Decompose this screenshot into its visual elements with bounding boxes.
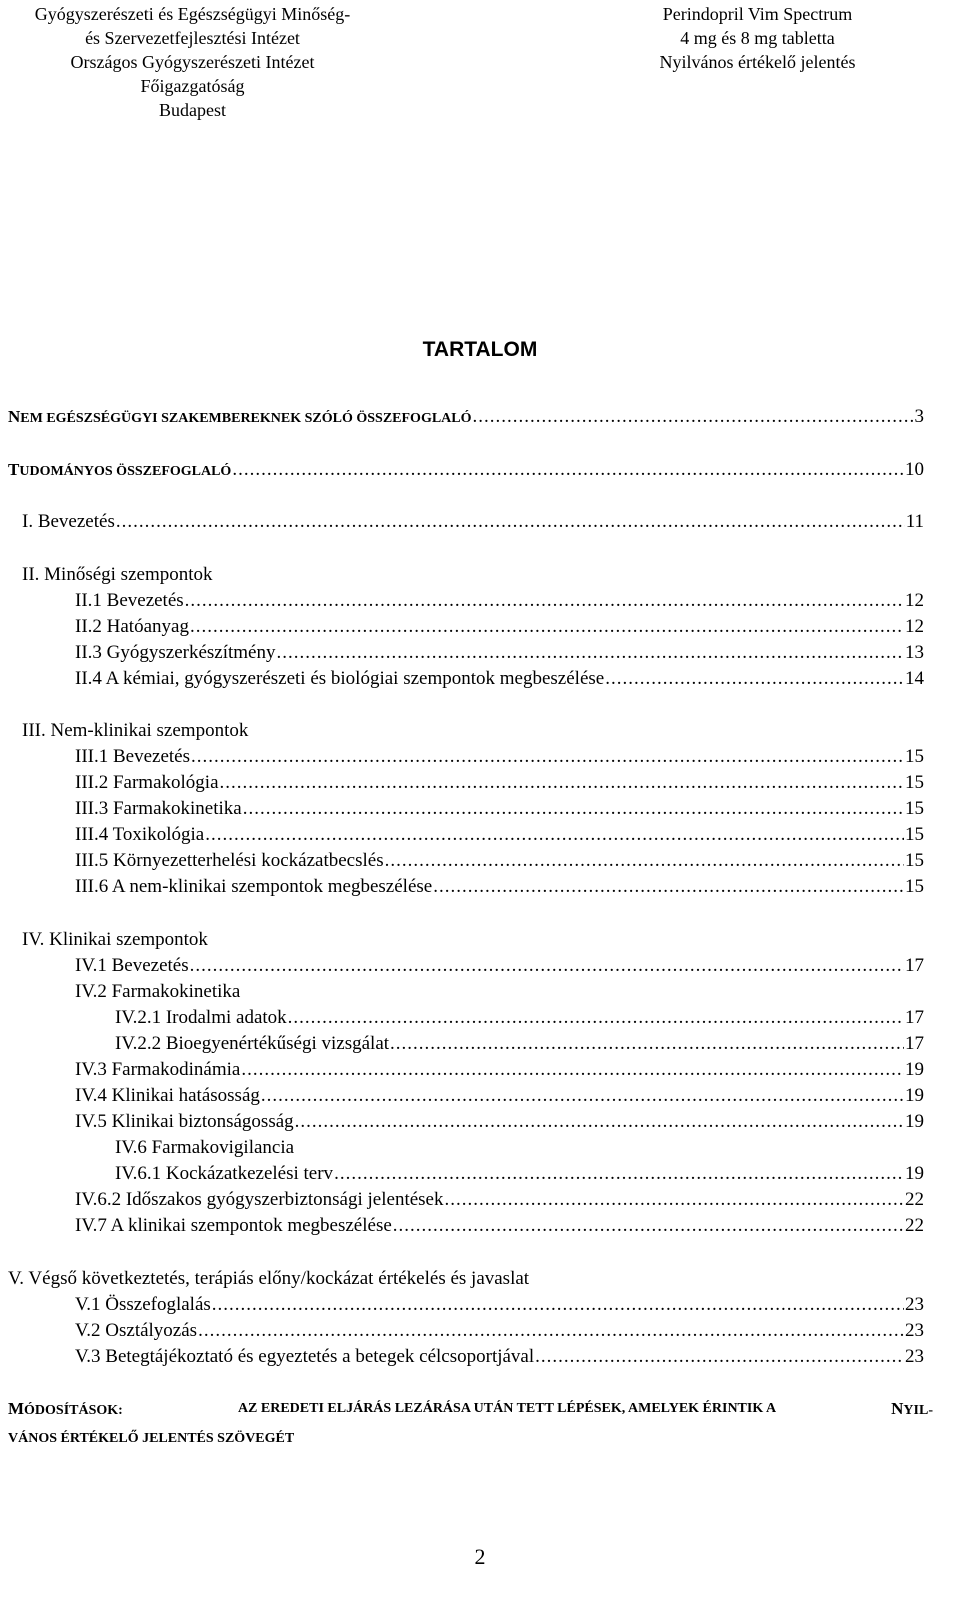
leader-dots [288, 1007, 904, 1029]
toc-entry[interactable] [75, 1085, 924, 1111]
toc-entry[interactable] [75, 1059, 924, 1085]
toc-entry-label: IV.1 Bevezetés [75, 955, 189, 976]
modifications-line-1 [8, 1395, 933, 1424]
toc-entry-page: 23 [905, 1320, 924, 1341]
toc-entry-label: III.3 Farmakokinetika [75, 798, 242, 819]
toc-entry-page: 17 [905, 955, 924, 976]
toc-entry[interactable] [75, 955, 924, 981]
toc-section-heading[interactable] [8, 1268, 924, 1294]
toc-entry-label: UDOMÁNYOS ÖSSZEFOGLALÓ [19, 464, 232, 479]
toc-entry-page: 14 [905, 668, 924, 689]
toc-entry[interactable] [115, 1163, 924, 1189]
toc-entry-page: 15 [905, 850, 924, 871]
modifications-label: ÓDOSÍTÁSOK: [24, 1403, 123, 1418]
toc-entry-label: EM EGÉSZSÉGÜGYI SZAKEMBEREKNEK SZÓLÓ ÖSSZEFOGLALÓ [20, 411, 472, 426]
toc-entry-page: 19 [905, 1085, 924, 1106]
toc-entry-label: IV.3 Farmakodinámia [75, 1059, 241, 1080]
toc-entry-page: 23 [905, 1346, 924, 1367]
toc-entry-page: 12 [905, 616, 924, 637]
leader-dots [190, 955, 904, 977]
toc-entry-page: 13 [905, 642, 924, 663]
toc-section-heading[interactable] [22, 929, 924, 955]
toc-entry[interactable] [75, 616, 924, 642]
toc-entry[interactable] [75, 876, 924, 902]
leader-dots [212, 1294, 904, 1316]
toc-entry[interactable] [8, 406, 924, 432]
leader-dots [473, 406, 914, 428]
leader-dots [205, 824, 904, 846]
leader-dots [393, 1215, 904, 1237]
toc-entry-label: IV.5 Klinikai biztonságosság [75, 1111, 294, 1132]
toc-entry-initial: T [8, 460, 20, 479]
modifications-text: VÁNOS ÉRTÉKELŐ JELENTÉS SZÖVEGÉT [8, 1431, 295, 1446]
leader-dots [334, 1163, 904, 1185]
leader-dots [385, 850, 904, 872]
toc-entry-page: 15 [905, 824, 924, 845]
leader-dots [232, 459, 904, 481]
toc-entry[interactable] [75, 1346, 924, 1372]
toc-entry-label: V.1 Összefoglalás [75, 1294, 211, 1315]
toc-entry[interactable] [75, 668, 924, 694]
header-left-line: Gyógyszerészeti és Egészségügyi Minőség- [34, 4, 351, 24]
toc-entry-label: II.1 Bevezetés [75, 590, 184, 611]
toc-entry[interactable] [75, 798, 924, 824]
leader-dots [535, 1346, 904, 1368]
toc-entry-label: IV.2.2 Bioegyenértékűségi vizsgálat [115, 1033, 390, 1054]
leader-dots [295, 1111, 904, 1133]
toc-entry-label: V. Végső következtetés, terápiás előny/kockázat értékelés és javaslat [8, 1268, 530, 1289]
header-left-line: és Szervezetfejlesztési Intézet [85, 28, 300, 48]
toc-entry-label: II.4 A kémiai, gyógyszerészeti és biológiai szempontok megbeszélése [75, 668, 605, 689]
toc-entry-label: II.2 Hatóanyag [75, 616, 189, 637]
toc-entry-page: 22 [905, 1189, 924, 1210]
toc-entry-label: III.5 Környezetterhelési kockázatbecslés [75, 850, 384, 871]
leader-dots [433, 876, 904, 898]
modifications-text: AZ EREDETI ELJÁRÁS LEZÁRÁSA UTÁN TETT LÉPÉSEK, AMELYEK ÉRINTIK A [237, 1401, 777, 1416]
leader-dots [277, 642, 905, 664]
toc-title: TARTALOM [422, 338, 538, 361]
modifications-initial: N [891, 1399, 904, 1418]
toc-entry-page: 15 [905, 798, 924, 819]
page-number: 2 [474, 1544, 486, 1569]
toc-entry-label: IV.4 Klinikai hatásosság [75, 1085, 260, 1106]
header-left [0, 2, 385, 122]
toc-entry[interactable] [75, 850, 924, 876]
toc-entry-page: 19 [905, 1111, 924, 1132]
toc-entry-label: IV.2 Farmakokinetika [75, 981, 241, 1002]
header-left-line: Országos Gyógyszerészeti Intézet [70, 52, 315, 72]
toc-section-heading[interactable] [75, 981, 924, 1007]
toc-entry[interactable] [75, 1111, 924, 1137]
toc-entry-page: 10 [905, 459, 924, 480]
toc-entry-label: III.1 Bevezetés [75, 746, 190, 767]
toc-entry[interactable] [75, 590, 924, 616]
toc-entry[interactable] [75, 824, 924, 850]
toc-entry-label: IV.6.2 Időszakos gyógyszerbiztonsági jelentések [75, 1189, 444, 1210]
toc-entry-label: III.6 A nem-klinikai szempontok megbeszélése [75, 876, 433, 897]
toc-entry[interactable] [115, 1033, 924, 1059]
toc-entry-page: 17 [905, 1007, 924, 1028]
toc-entry-page: 15 [905, 746, 924, 767]
leader-dots [191, 746, 904, 768]
header-right-line: 4 mg és 8 mg tabletta [680, 28, 835, 48]
toc-entry[interactable] [75, 1215, 924, 1241]
toc-entry-label: IV.7 A klinikai szempontok megbeszélése [75, 1215, 392, 1236]
modifications-heading[interactable] [8, 1395, 933, 1452]
toc-entry-page: 11 [905, 511, 924, 532]
header-left-line: Budapest [159, 100, 226, 120]
leader-dots [444, 1189, 904, 1211]
toc-entry-page: 17 [905, 1033, 924, 1054]
header-left-line: Főigazgatóság [140, 76, 245, 96]
toc-entry[interactable] [75, 1320, 924, 1346]
toc-entry-page: 22 [905, 1215, 924, 1236]
leader-dots [605, 668, 904, 690]
toc-entry-label: IV.2.1 Irodalmi adatok [115, 1007, 287, 1028]
toc-entry[interactable] [75, 772, 924, 798]
toc-entry-label: II. Minőségi szempontok [22, 564, 213, 585]
toc-entry[interactable] [8, 459, 924, 485]
toc-entry-label: III. Nem-klinikai szempontok [22, 720, 249, 741]
leader-dots [116, 511, 905, 533]
toc-entry-page: 12 [905, 590, 924, 611]
leader-dots [243, 798, 904, 820]
leader-dots [190, 616, 904, 638]
toc-entry[interactable] [115, 1007, 924, 1033]
toc-entry-label: V.3 Betegtájékoztató és egyeztetés a betegek célcsoportjával [75, 1346, 535, 1367]
leader-dots [261, 1085, 904, 1107]
header-right [640, 2, 875, 74]
leader-dots [198, 1320, 904, 1342]
toc-entry-page: 19 [905, 1059, 924, 1080]
toc-entry[interactable] [75, 1189, 924, 1215]
toc-section-heading[interactable] [22, 564, 924, 590]
leader-dots [390, 1033, 904, 1055]
toc-entry[interactable] [75, 642, 924, 668]
toc-entry[interactable] [22, 511, 924, 537]
leader-dots [220, 772, 904, 794]
toc-entry-page: 15 [905, 876, 924, 897]
toc-entry-page: 15 [905, 772, 924, 793]
toc-entry[interactable] [75, 746, 924, 772]
toc-entry[interactable] [75, 1294, 924, 1320]
header-right-line: Nyilvános értékelő jelentés [659, 52, 856, 72]
toc-entry-label: V.2 Osztályozás [75, 1320, 198, 1341]
toc-section-heading[interactable] [115, 1137, 924, 1163]
toc-section-heading[interactable] [22, 720, 924, 746]
toc-entry-page: 23 [905, 1294, 924, 1315]
toc-entry-initial: N [8, 407, 21, 426]
leader-dots [185, 590, 904, 612]
toc-entry-label: III.2 Farmakológia [75, 772, 219, 793]
toc-entry-label: IV.6.1 Kockázatkezelési terv [115, 1163, 334, 1184]
modifications-line-2 [8, 1424, 933, 1452]
toc-entry-label: IV. Klinikai szempontok [22, 929, 208, 950]
toc-entry-label: II.3 Gyógyszerkészítmény [75, 642, 276, 663]
leader-dots [241, 1059, 904, 1081]
toc-entry-label: III.4 Toxikológia [75, 824, 205, 845]
toc-entry-label: IV.6 Farmakovigilancia [115, 1137, 295, 1158]
toc-entry-page: 19 [905, 1163, 924, 1184]
header-right-line: Perindopril Vim Spectrum [662, 4, 853, 24]
toc-entry-page: 3 [914, 406, 924, 427]
modifications-text: YIL- [903, 1403, 933, 1418]
toc-entry-label: I. Bevezetés [22, 511, 115, 532]
modifications-initial: M [8, 1399, 25, 1418]
